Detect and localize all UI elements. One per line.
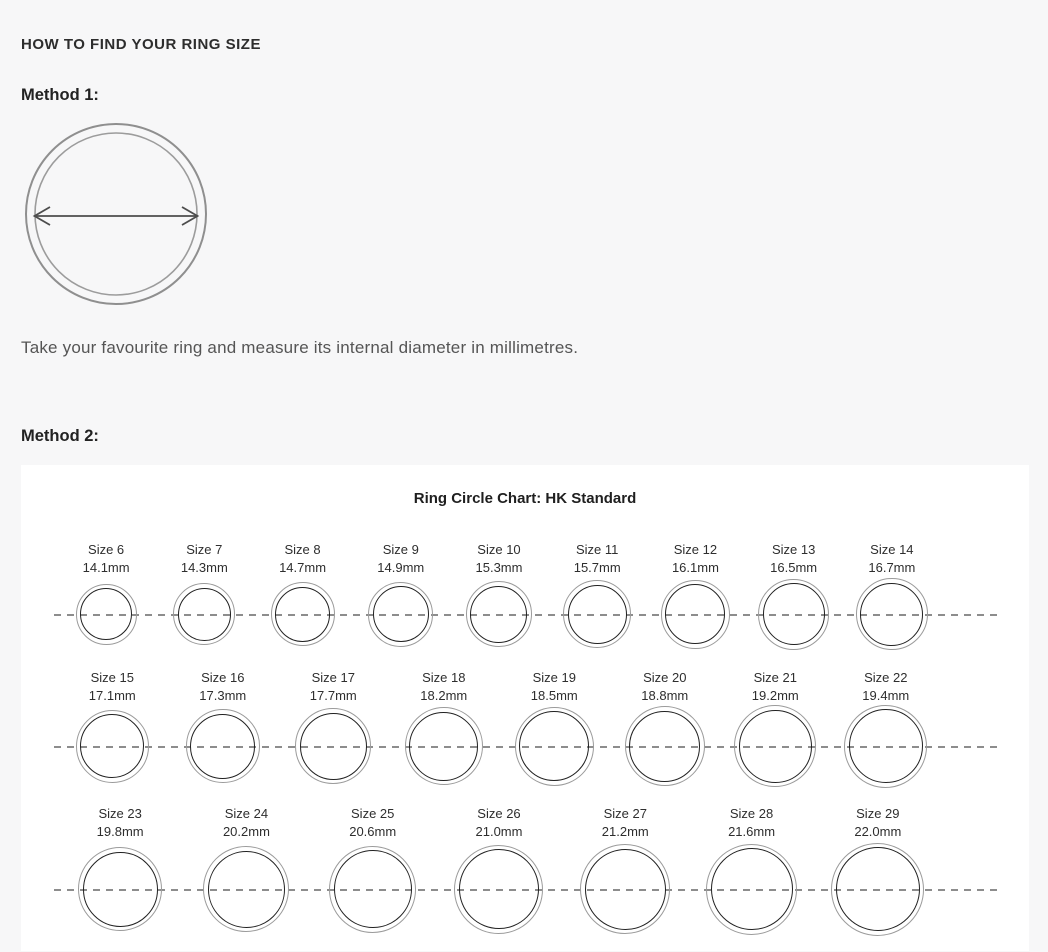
ring-size-label: Size 7	[186, 542, 223, 557]
ring-labels	[574, 541, 621, 578]
ring-size-label: Size 28	[729, 806, 774, 821]
ring-labels	[770, 541, 817, 578]
ring-size-label: Size 11	[576, 542, 619, 557]
ring-labels	[223, 805, 270, 842]
page-title: HOW TO FIND YOUR RING SIZE	[21, 36, 261, 53]
ring-diameter-label: 15.7mm	[573, 560, 621, 575]
ring-diameter-label: 15.3mm	[475, 560, 523, 575]
ring-circle	[295, 708, 371, 784]
ring-inner-circle	[459, 849, 539, 929]
ring-labels	[602, 805, 649, 842]
ring-column	[183, 805, 309, 936]
ring-inner-circle	[334, 850, 412, 928]
ring-circle	[329, 846, 416, 933]
ring-wrap	[295, 706, 371, 786]
ring-labels	[862, 669, 909, 706]
ring-wrap	[186, 706, 260, 786]
ring-labels	[531, 669, 578, 706]
ring-circle	[661, 580, 730, 649]
ring-chart-row	[21, 805, 1029, 936]
ring-row-columns	[21, 541, 1029, 650]
ring-circle	[173, 583, 235, 645]
ring-wrap	[329, 842, 416, 936]
ring-column	[436, 805, 562, 936]
ring-column	[57, 669, 168, 786]
ring-inner-circle	[763, 583, 825, 645]
ring-wrap	[661, 578, 730, 650]
ring-diameter-label: 18.2mm	[420, 688, 468, 703]
ring-wrap	[625, 706, 705, 786]
ring-circle	[271, 582, 335, 646]
ring-labels	[641, 669, 688, 706]
ring-diameter-label: 17.1mm	[88, 688, 136, 703]
ring-size-label: Size 29	[856, 806, 900, 821]
ring-size-label: Size 21	[753, 670, 797, 685]
ring-column	[57, 805, 183, 936]
ring-wrap	[515, 706, 594, 786]
ring-size-label: Size 18	[422, 670, 466, 685]
ring-circle	[563, 580, 631, 648]
ring-labels	[199, 669, 246, 706]
ring-column	[646, 541, 744, 650]
ring-inner-circle	[80, 588, 132, 640]
ring-chart-row	[21, 669, 1029, 786]
ring-wrap	[454, 842, 543, 936]
ring-labels	[476, 541, 523, 578]
ring-wrap	[405, 706, 483, 786]
ring-diameter-label: 20.2mm	[222, 824, 270, 839]
ring-size-label: Size 19	[532, 670, 576, 685]
ring-circle	[625, 706, 705, 786]
ring-column	[155, 541, 253, 650]
ring-diameter-label: 22.0mm	[854, 824, 902, 839]
ring-circle	[466, 581, 532, 647]
ring-size-label: Size 16	[201, 670, 245, 685]
ring-column	[57, 541, 155, 650]
ring-diameter-label: 21.0mm	[475, 824, 523, 839]
ring-circle	[734, 705, 816, 787]
ring-inner-circle	[568, 585, 627, 644]
ring-circle-chart-panel	[21, 465, 1029, 951]
ring-column	[831, 669, 942, 786]
ring-chart-rows	[21, 541, 1029, 936]
ring-size-label: Size 12	[673, 542, 718, 557]
ring-wrap	[271, 578, 335, 650]
ring-diameter-label: 14.7mm	[279, 560, 327, 575]
ring-circle	[706, 844, 797, 935]
ring-inner-circle	[373, 586, 429, 642]
ring-wrap	[76, 578, 137, 650]
ring-diameter-label: 16.5mm	[770, 560, 818, 575]
ring-circle	[76, 584, 137, 645]
ring-labels	[83, 541, 130, 578]
ring-labels	[868, 541, 915, 578]
ring-column	[548, 541, 646, 650]
ring-inner-circle	[275, 587, 330, 642]
ring-labels	[377, 541, 424, 578]
ring-labels	[279, 541, 326, 578]
ring-wrap	[203, 842, 289, 936]
ring-circle	[856, 578, 928, 650]
ring-inner-circle	[739, 710, 812, 783]
ring-circle	[758, 579, 829, 650]
ring-wrap	[76, 706, 149, 786]
ring-wrap	[173, 578, 235, 650]
ring-inner-circle	[585, 849, 666, 930]
ring-circle	[831, 843, 924, 936]
ring-size-label: Size 8	[284, 542, 321, 557]
ring-inner-circle	[849, 709, 923, 783]
ring-inner-circle	[860, 583, 923, 646]
ring-diameter-label: 18.5mm	[530, 688, 578, 703]
ring-wrap	[466, 578, 532, 650]
ring-row-columns	[21, 805, 1029, 936]
ring-size-label: Size 13	[771, 542, 816, 557]
ring-labels	[181, 541, 228, 578]
ring-column	[720, 669, 831, 786]
ring-inner-circle	[665, 584, 725, 644]
ring-wrap	[734, 706, 816, 786]
ring-column	[562, 805, 688, 936]
ring-size-label: Size 6	[88, 542, 125, 557]
ring-inner-circle	[300, 713, 367, 780]
ring-labels	[854, 805, 901, 842]
ring-labels	[476, 805, 523, 842]
ring-column	[499, 669, 610, 786]
ring-diameter-label: 20.6mm	[349, 824, 397, 839]
ring-inner-circle	[190, 714, 255, 779]
ring-wrap	[831, 842, 924, 936]
chart-title: Ring Circle Chart: HK Standard	[413, 490, 637, 507]
ring-size-label: Size 15	[90, 670, 134, 685]
ring-column	[610, 669, 721, 786]
ring-diameter-label: 19.2mm	[751, 688, 799, 703]
ring-size-label: Size 9	[382, 542, 419, 557]
ring-inner-circle	[711, 848, 793, 930]
ring-wrap	[844, 706, 927, 786]
ring-wrap	[856, 578, 928, 650]
ring-column	[253, 541, 351, 650]
ring-size-label: Size 17	[311, 670, 355, 685]
ring-chart-row	[21, 541, 1029, 650]
ring-wrap	[78, 842, 162, 936]
ring-column	[168, 669, 279, 786]
ring-column	[389, 669, 500, 786]
ring-column	[278, 669, 389, 786]
ring-size-label: Size 23	[98, 806, 142, 821]
ring-diameter-label: 21.6mm	[728, 824, 776, 839]
ring-diameter-label: 17.3mm	[199, 688, 247, 703]
ring-circle	[186, 709, 260, 783]
ring-size-label: Size 10	[477, 542, 521, 557]
ring-wrap	[580, 842, 670, 936]
ring-circle	[203, 846, 289, 932]
ring-labels	[97, 805, 144, 842]
ring-column	[310, 805, 436, 936]
ring-labels	[672, 541, 719, 578]
ring-circle	[405, 707, 483, 785]
ring-column	[352, 541, 450, 650]
ring-labels	[89, 669, 136, 706]
ring-column	[688, 805, 814, 936]
ring-labels	[752, 669, 799, 706]
ring-labels	[310, 669, 357, 706]
ring-diameter-label: 18.8mm	[641, 688, 689, 703]
ring-column	[815, 805, 941, 936]
ring-labels	[349, 805, 396, 842]
method1-heading: Method 1:	[21, 86, 99, 104]
ring-column	[745, 541, 843, 650]
ring-circle	[844, 705, 927, 788]
ring-diameter-label: 14.9mm	[377, 560, 425, 575]
ring-size-label: Size 26	[477, 806, 521, 821]
ring-inner-circle	[208, 851, 285, 928]
ring-size-label: Size 24	[224, 806, 269, 821]
ring-inner-circle	[836, 847, 920, 931]
ring-inner-circle	[470, 586, 527, 643]
method2-heading: Method 2:	[21, 427, 99, 445]
ring-size-label: Size 22	[864, 670, 908, 685]
ring-inner-circle	[83, 852, 158, 927]
ring-wrap	[563, 578, 631, 650]
ring-size-label: Size 14	[870, 542, 914, 557]
ring-diameter-label: 17.7mm	[309, 688, 357, 703]
ring-diameter-illustration	[21, 119, 211, 309]
ring-labels	[728, 805, 775, 842]
ring-size-label: Size 25	[351, 806, 395, 821]
method1-description: Take your favourite ring and measure its internal diameter in millimetres.	[21, 338, 579, 357]
ring-diameter-label: 21.2mm	[601, 824, 649, 839]
ring-diameter-label: 16.1mm	[671, 560, 719, 575]
ring-row-columns	[21, 669, 1029, 786]
ring-circle	[454, 845, 543, 934]
ring-column	[843, 541, 941, 650]
ring-circle	[368, 582, 433, 647]
ring-wrap	[706, 842, 797, 936]
ring-inner-circle	[409, 712, 478, 781]
ring-diameter-label: 19.8mm	[96, 824, 144, 839]
ring-size-label: Size 27	[603, 806, 647, 821]
ring-inner-circle	[519, 711, 589, 781]
ring-circle	[78, 847, 162, 931]
ring-column	[450, 541, 548, 650]
ring-wrap	[368, 578, 433, 650]
ring-inner-circle	[629, 711, 700, 782]
ring-circle	[515, 707, 594, 786]
ring-circle	[76, 710, 149, 783]
ring-with-diameter-arrow-icon	[21, 119, 211, 309]
ring-wrap	[758, 578, 829, 650]
ring-diameter-label: 19.4mm	[862, 688, 910, 703]
ring-diameter-label: 16.7mm	[868, 560, 916, 575]
ring-circle	[580, 844, 670, 934]
ring-diameter-label: 14.3mm	[180, 560, 228, 575]
ring-diameter-label: 14.1mm	[82, 560, 130, 575]
ring-labels	[420, 669, 467, 706]
ring-size-label: Size 20	[643, 670, 687, 685]
ring-inner-circle	[80, 714, 144, 778]
ring-inner-circle	[178, 588, 231, 641]
